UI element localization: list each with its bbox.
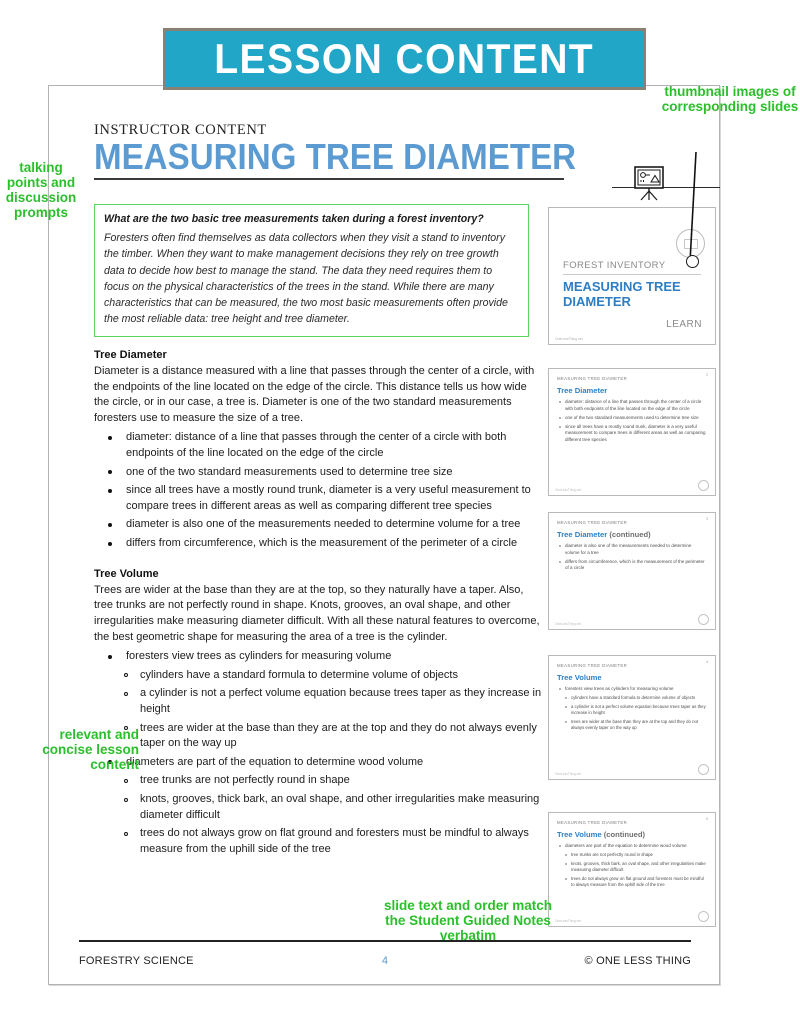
lesson-content <box>94 349 544 860</box>
slide-number: 4 <box>706 660 708 664</box>
slide-kicker: MEASURING TREE DIAMETER <box>557 663 628 668</box>
slide-bullet-list <box>557 399 707 444</box>
list-item: one of the two standard measurements used to determine tree size <box>94 465 544 481</box>
discussion-answer: Foresters often find themselves as data collectors when they visit a stand to inventory the timber. When they want to make management decisions they rely on tree growth data to decide how best to manage the stand. The data they need requires them to focus on the physical characteristics of the trees in the stand. While there are many characteristics that can be measured, the two most basic measurements often provide the most reliable data: tree height and tree diameter. <box>104 232 508 325</box>
slide-title-main: Tree Volume <box>557 673 602 682</box>
banner-label: LESSON CONTENT <box>214 35 595 82</box>
thumbnail-slide-2[interactable] <box>548 368 716 496</box>
slide-kicker: FOREST INVENTORY <box>563 260 666 271</box>
slide-bullet-list <box>557 543 707 572</box>
slide-title <box>557 673 707 682</box>
list-item: diameter is also one of the measurements needed to determine volume for a tree <box>94 517 544 533</box>
discussion-prompt-box <box>94 204 529 337</box>
annotation-slide-order: slide text and order match the Student Guided Notes verbatim <box>383 898 553 944</box>
list-item: trees are wider at the base than they are at the top and they do not always evenly taper on the way up <box>112 721 544 752</box>
list-item: diameter: distance of a line that passes through the center of a circle with both endpoints of the line located on the edge of the circle <box>94 430 544 461</box>
page-header <box>94 122 577 180</box>
header-kicker: INSTRUCTOR CONTENT <box>94 122 267 138</box>
list-item: trees are wider at the base than they are at the top and they do not always evenly taper on the way up <box>563 719 707 732</box>
slide-logo-icon <box>698 764 709 775</box>
list-item: diameters are part of the equation to determine wood volume <box>94 755 544 771</box>
list-item: trees do not always grow on flat ground and foresters must be mindful to always measure from the uphill side of the tree <box>112 826 544 857</box>
slide-number: 3 <box>706 517 708 521</box>
discussion-question: What are the two basic tree measurements taken during a forest inventory? <box>104 213 484 225</box>
sub-bullet-list-diameters <box>112 773 544 857</box>
slide-footer: OneLessThing.net <box>555 337 583 341</box>
page-footer <box>79 955 691 967</box>
bullet-list-tree-volume <box>94 649 544 665</box>
list-item: differs from circumference, which is the measurement of the perimeter of a circle <box>94 536 544 552</box>
list-item: one of the two standard measurements used to determine tree size <box>557 415 707 422</box>
slide-rule <box>563 274 701 275</box>
annotation-talking-points: talking points and discussion prompts <box>5 160 77 221</box>
slide-kicker: MEASURING TREE DIAMETER <box>557 376 628 381</box>
annotation-thumbnails: thumbnail images of corresponding slides <box>661 84 799 115</box>
list-item: since all trees have a mostly round trunk, diameter is a very useful measurement to compare trees in different areas as well as comparing different tree species <box>94 483 544 514</box>
page-title: MEASURING TREE DIAMETER <box>94 136 577 177</box>
thumbnail-slide-3[interactable] <box>548 512 716 630</box>
slide-sub-bullet-list <box>563 852 707 889</box>
list-item: tree trunks are not perfectly round in shape <box>563 852 707 858</box>
slide-learn-label: LEARN <box>666 319 702 330</box>
list-item: cylinders have a standard formula to determine volume of objects <box>112 668 544 684</box>
lesson-content-banner <box>163 28 646 90</box>
slide-footer: OneLessThing.net <box>555 772 582 776</box>
slide-footer: OneLessThing.net <box>555 622 582 626</box>
slide-logo-icon <box>698 911 709 922</box>
section-heading-tree-diameter: Tree Diameter <box>94 349 167 361</box>
thumbnail-slide-5[interactable] <box>548 812 716 927</box>
slide-title-main: Tree Diameter <box>557 386 608 395</box>
list-item: a cylinder is not a perfect volume equation because trees taper as they increase in height <box>563 704 707 717</box>
list-item: since all trees have a mostly round trunk, diameter is a very useful measurement to compare trees in different areas as well as comparing different tree species <box>557 424 707 444</box>
slide-kicker: MEASURING TREE DIAMETER <box>557 820 628 825</box>
annotation-lesson-content: relevant and concise lesson content <box>42 727 139 773</box>
slide-title <box>557 530 707 539</box>
bullet-list-diameters <box>94 755 544 771</box>
slide-bullet-list <box>557 686 707 693</box>
sub-bullet-list-cylinders <box>112 668 544 752</box>
slide-title-main: Tree Diameter <box>557 530 608 539</box>
bullet-list-tree-diameter <box>94 430 544 551</box>
list-item: a cylinder is not a perfect volume equation because trees taper as they increase in height <box>112 686 544 717</box>
slide-logo-icon <box>698 614 709 625</box>
slide-number: 2 <box>706 373 708 377</box>
list-item: diameter: distance of a line that passes through the center of a circle with both endpoints of the line located on the edge of the circle <box>557 399 707 413</box>
pointer-line-to-thumbnail <box>640 150 710 270</box>
footer-page-number: 4 <box>381 955 389 967</box>
section-paragraph-tree-diameter: Diameter is a distance measured with a line that passes through the center of a circle, with the endpoints of the line located on the edge of the circle. This distance tells us how wide the circle, or in our case, a tree is. Diameter is one of the two standard measurements foresters use to measure the size of a tree. <box>94 365 535 424</box>
header-rule <box>94 178 564 180</box>
slide-number: 5 <box>706 817 708 821</box>
slide-title <box>557 830 707 839</box>
slide-title: MEASURING TREE DIAMETER <box>563 279 681 310</box>
list-item: diameters are part of the equation to determine wood volume <box>557 843 707 850</box>
list-item: foresters view trees as cylinders for measuring volume <box>94 649 544 665</box>
slide-sub-bullet-list <box>563 695 707 732</box>
list-item: foresters view trees as cylinders for measuring volume <box>557 686 707 693</box>
slide-bullet-list <box>557 843 707 850</box>
list-item: differs from circumference, which is the measurement of the perimeter of a circle <box>557 559 707 573</box>
list-item: cylinders have a standard formula to determine volume of objects <box>563 695 707 701</box>
footer-copyright: © ONE LESS THING <box>584 955 691 967</box>
slide-title-continued: (continued) <box>603 830 646 839</box>
list-item: trees do not always grow on flat ground and foresters must be mindful to always measure from the uphill side of the tree <box>563 876 707 889</box>
list-item: diameter is also one of the measurements needed to determine volume for a tree <box>557 543 707 557</box>
slide-title <box>557 386 707 395</box>
slide-title-continued: (continued) <box>609 530 651 539</box>
thumbnail-slide-4[interactable] <box>548 655 716 780</box>
list-item: knots, grooves, thick bark, an oval shape, and other irregularities make measuring diameter difficult <box>112 792 544 823</box>
list-item: knots, grooves, thick bark, an oval shape, and other irregularities make measuring diameter difficult <box>563 861 707 874</box>
footer-course-name: FORESTRY SCIENCE <box>79 955 194 967</box>
slide-logo-icon <box>698 480 709 491</box>
pointer-endpoint-dot <box>686 255 699 268</box>
slide-footer: OneLessThing.net <box>555 919 582 923</box>
section-paragraph-tree-volume: Trees are wider at the base than they are at the top, so they naturally have a taper. Also, tree trunks are not perfectly round in shape. Knots, grooves, an oval shape, and other irregularities make measuring diameter difficult. With all these natural features to overcome, the best geometric shape for measuring the area of a tree is the cylinder. <box>94 583 540 643</box>
section-heading-tree-volume: Tree Volume <box>94 567 159 580</box>
slide-footer: OneLessThing.net <box>555 488 582 492</box>
slide-title-main: Tree Volume <box>557 830 602 839</box>
list-item: tree trunks are not perfectly round in shape <box>112 773 544 789</box>
slide-kicker: MEASURING TREE DIAMETER <box>557 520 628 525</box>
